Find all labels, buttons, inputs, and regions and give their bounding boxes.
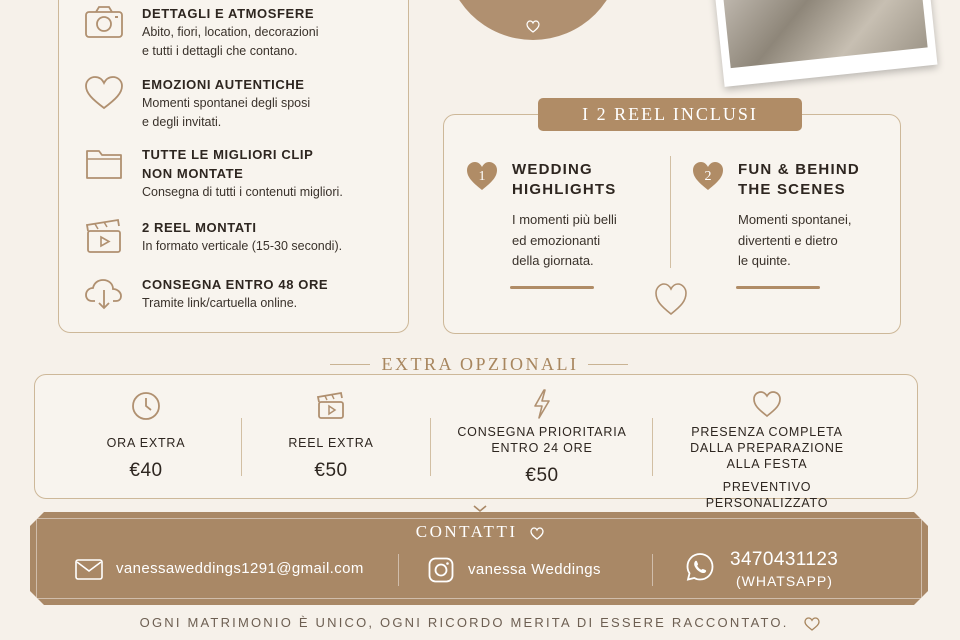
service-desc: In formato verticale (15-30 secondi). bbox=[142, 239, 343, 253]
clapperboard-icon bbox=[272, 391, 390, 435]
chevron-down-icon bbox=[473, 505, 487, 513]
extra-label: PRESENZA COMPLETA bbox=[691, 425, 843, 439]
reel-desc: ed emozionanti bbox=[512, 232, 601, 248]
cloud-download-icon bbox=[84, 275, 124, 311]
email-text[interactable]: vanessaweddings1291@gmail.com bbox=[116, 560, 364, 577]
reel-title: HIGHLIGHTS bbox=[512, 181, 617, 198]
camera-icon bbox=[84, 4, 124, 40]
service-title: 2 REEL MONTATI bbox=[142, 220, 257, 235]
heart-icon bbox=[662, 390, 872, 424]
extra-item bbox=[662, 390, 872, 511]
reels-title: I 2 REEL INCLUSI bbox=[538, 98, 802, 131]
footer-tagline: OGNI MATRIMONIO È UNICO, OGNI RICORDO MERITA DI ESSERE RACCONTATO. bbox=[0, 615, 960, 631]
extra-price: €40 bbox=[129, 460, 163, 481]
divider bbox=[652, 418, 653, 476]
divider bbox=[670, 156, 671, 268]
extra-price: PREVENTIVO PERSONALIZZATO bbox=[705, 480, 829, 510]
extra-label: REEL EXTRA bbox=[288, 436, 374, 450]
heart-icon bbox=[445, 20, 621, 33]
underline-decoration bbox=[736, 286, 820, 289]
reel-desc: divertenti e dietro bbox=[738, 232, 838, 248]
divider bbox=[398, 554, 399, 586]
svg-text:1: 1 bbox=[478, 169, 486, 184]
extra-item bbox=[272, 391, 390, 482]
reel-title: FUN & BEHIND bbox=[738, 161, 860, 178]
instagram-text[interactable]: vanessa Weddings bbox=[468, 561, 601, 578]
heart-icon bbox=[804, 617, 820, 631]
service-title: DETTAGLI E ATMOSFERE bbox=[142, 6, 315, 21]
reel-desc: della giornata. bbox=[512, 253, 594, 268]
divider bbox=[241, 418, 242, 476]
whatsapp-icon bbox=[684, 551, 716, 583]
mail-icon bbox=[75, 559, 103, 580]
clock-icon bbox=[92, 391, 200, 435]
photo-wedding-table bbox=[713, 0, 938, 87]
reel-title: THE SCENES bbox=[738, 181, 846, 198]
folder-icon bbox=[84, 145, 124, 181]
service-title: CONSEGNA ENTRO 48 ORE bbox=[142, 277, 329, 292]
reel-title: WEDDING bbox=[512, 161, 593, 178]
underline-decoration bbox=[510, 286, 594, 289]
service-title: TUTTE LE MIGLIORI CLIP bbox=[142, 147, 314, 162]
service-desc: e tutti i dettagli che contano. bbox=[142, 44, 298, 58]
extra-label: ALLA FESTA bbox=[726, 457, 808, 471]
lightning-icon bbox=[452, 388, 632, 424]
heart-icon bbox=[530, 527, 544, 540]
extra-price: €50 bbox=[314, 460, 348, 481]
extra-label: ORA EXTRA bbox=[106, 436, 186, 450]
service-title: NON MONTATE bbox=[142, 166, 244, 181]
extra-item bbox=[92, 391, 200, 482]
service-desc: Tramite link/cartuella online. bbox=[142, 296, 298, 310]
heart-number-icon bbox=[692, 160, 724, 192]
extra-label: ENTRO 24 ORE bbox=[491, 441, 593, 455]
instagram-icon bbox=[428, 557, 454, 583]
service-desc: Momenti spontanei degli sposi bbox=[142, 96, 311, 110]
extra-label: DALLA PREPARAZIONE bbox=[690, 441, 844, 455]
service-desc: Consegna di tutti i contenuti migliori. bbox=[142, 185, 343, 199]
service-title: EMOZIONI AUTENTICHE bbox=[142, 77, 305, 92]
reel-desc: I momenti più belli bbox=[512, 212, 617, 227]
phone-number[interactable]: 3470431123 bbox=[730, 549, 839, 570]
reel-desc: Momenti spontanei, bbox=[738, 212, 852, 227]
service-desc: Abito, fiori, location, decorazioni bbox=[142, 25, 319, 39]
clapperboard-icon bbox=[84, 218, 124, 254]
heart-icon bbox=[84, 75, 124, 111]
divider bbox=[652, 554, 653, 586]
divider bbox=[430, 418, 431, 476]
heart-icon bbox=[654, 282, 688, 316]
top-badge bbox=[445, 0, 621, 40]
phone-note: (WHATSAPP) bbox=[736, 573, 833, 589]
reel-desc: le quinte. bbox=[738, 253, 791, 268]
svg-text:2: 2 bbox=[704, 169, 712, 184]
divider bbox=[588, 364, 628, 365]
extra-label: CONSEGNA PRIORITARIA bbox=[457, 425, 627, 439]
contacts-title: CONTATTI bbox=[0, 522, 960, 542]
extra-price: €50 bbox=[525, 465, 559, 486]
heart-number-icon bbox=[466, 160, 498, 192]
service-desc: e degli invitati. bbox=[142, 115, 222, 129]
extras-title: EXTRA OPZIONALI bbox=[381, 354, 579, 374]
extra-item bbox=[452, 388, 632, 487]
photo-image bbox=[721, 0, 928, 68]
